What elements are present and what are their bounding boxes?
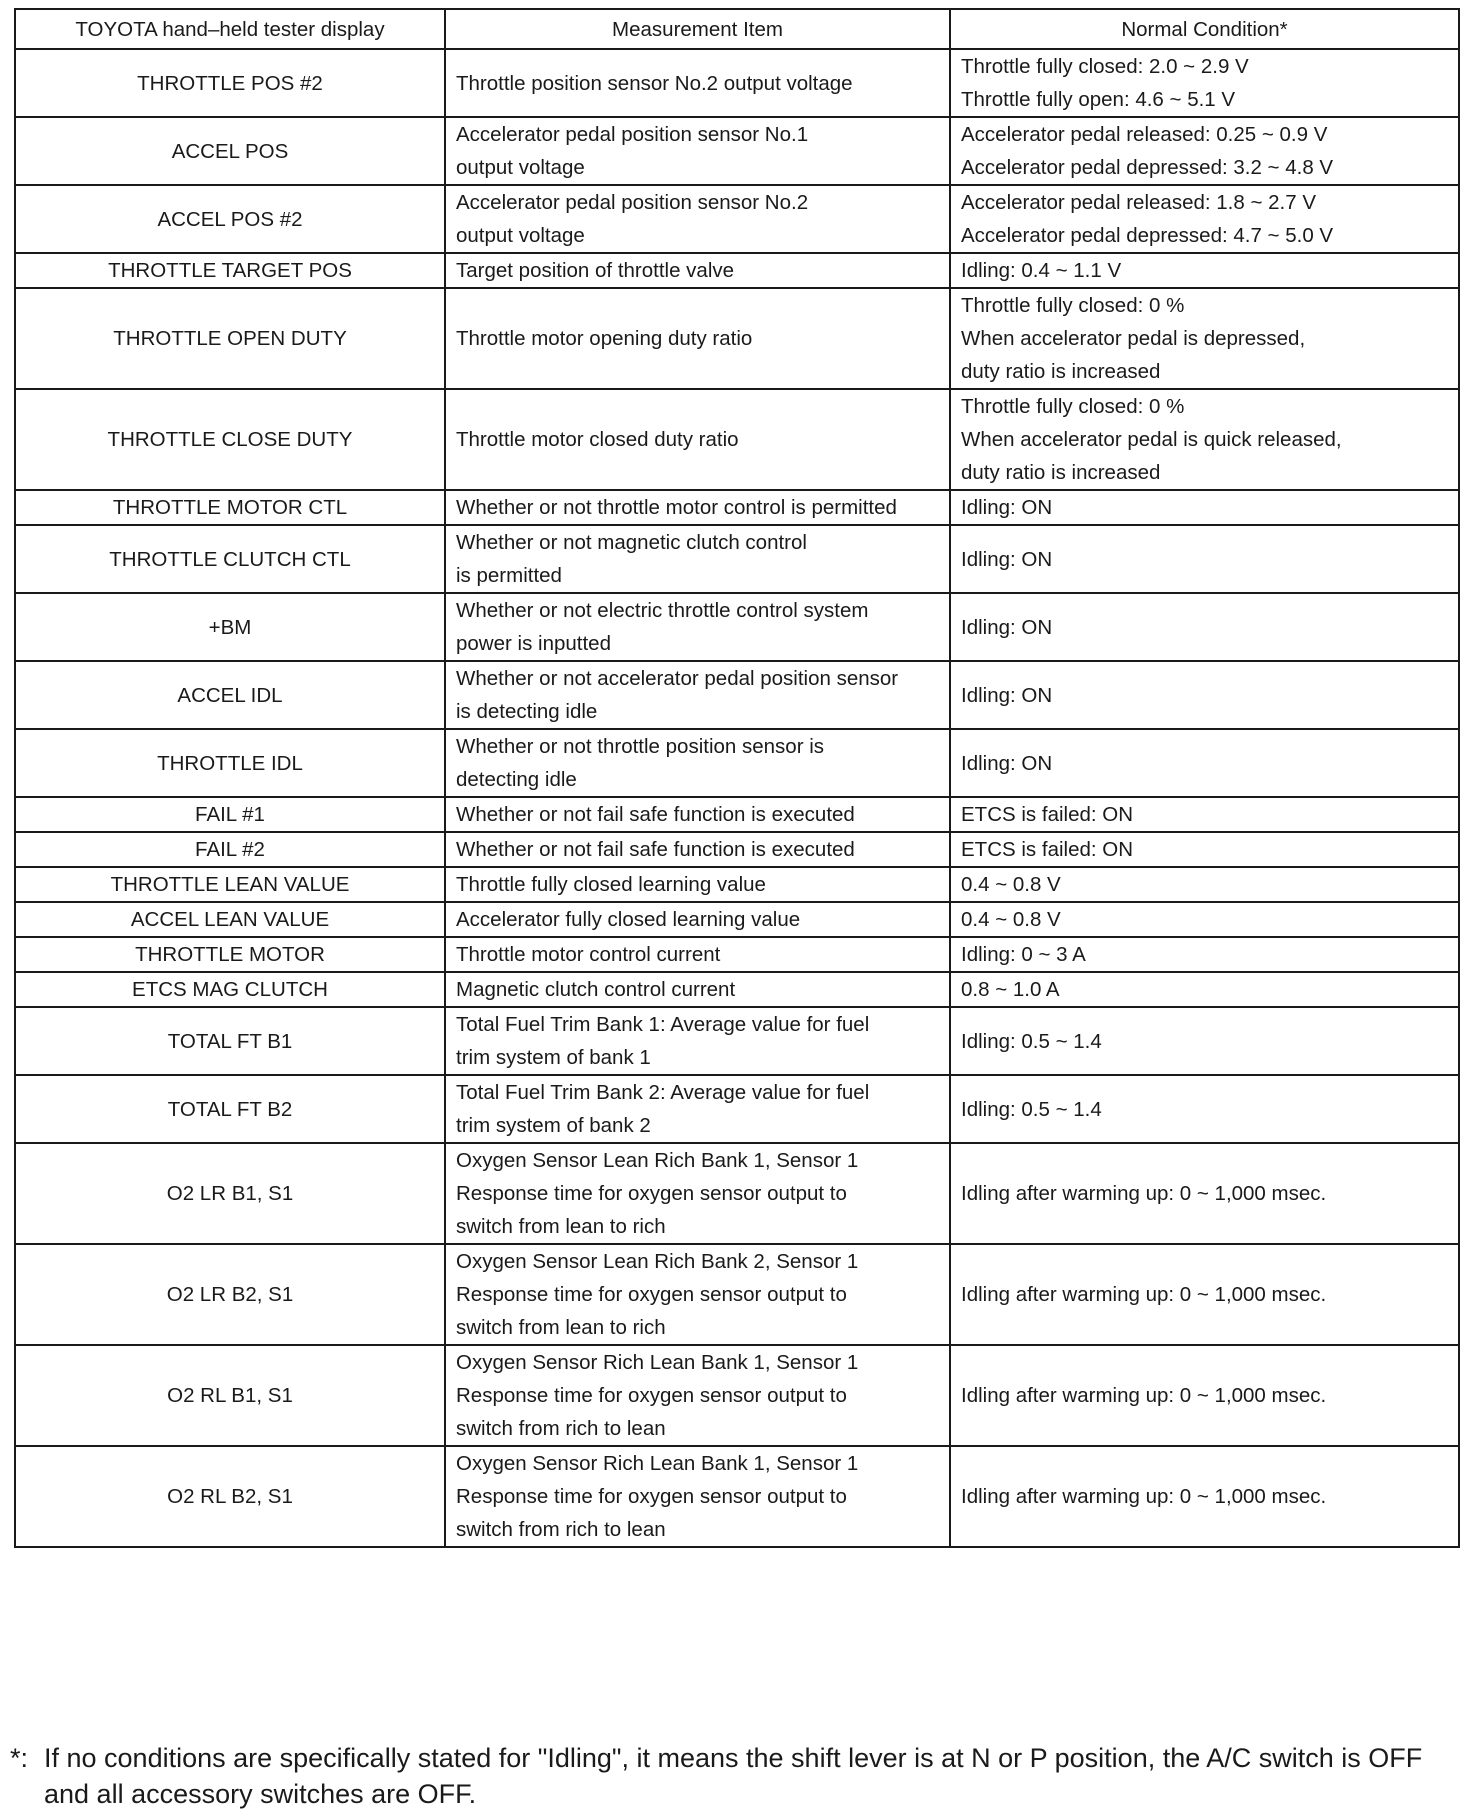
cell-measurement-item-line: switch from lean to rich — [456, 1215, 666, 1238]
cell-measurement-item-line: Whether or not magnetic clutch control — [456, 531, 807, 554]
cell-measurement-item — [445, 490, 950, 525]
cell-tester-display: FAIL #1 — [15, 797, 445, 832]
cell-normal-condition-line: Throttle fully open: 4.6 ~ 5.1 V — [961, 88, 1236, 111]
cell-measurement-item — [445, 1075, 950, 1143]
cell-tester-display: ACCEL LEAN VALUE — [15, 902, 445, 937]
cell-tester-display: THROTTLE TARGET POS — [15, 253, 445, 288]
cell-normal-condition — [950, 867, 1459, 902]
table-row — [15, 185, 1459, 253]
cell-tester-display: THROTTLE CLUTCH CTL — [15, 525, 445, 593]
cell-normal-condition-line: Accelerator pedal depressed: 4.7 ~ 5.0 V — [961, 224, 1334, 247]
cell-measurement-item-line: Accelerator pedal position sensor No.2 — [456, 191, 809, 214]
cell-measurement-item-line: Throttle fully closed learning value — [456, 873, 766, 896]
table-row — [15, 593, 1459, 661]
cell-normal-condition — [950, 389, 1459, 490]
cell-normal-condition-line: Idling after warming up: 0 ~ 1,000 msec. — [961, 1283, 1327, 1306]
cell-measurement-item — [445, 972, 950, 1007]
cell-tester-display: +BM — [15, 593, 445, 661]
cell-normal-condition-line: Accelerator pedal released: 1.8 ~ 2.7 V — [961, 191, 1316, 214]
table-row — [15, 288, 1459, 389]
cell-tester-display: THROTTLE OPEN DUTY — [15, 288, 445, 389]
cell-tester-display: ETCS MAG CLUTCH — [15, 972, 445, 1007]
cell-measurement-item — [445, 288, 950, 389]
cell-measurement-item-line: Oxygen Sensor Rich Lean Bank 1, Sensor 1 — [456, 1452, 859, 1475]
cell-measurement-item — [445, 729, 950, 797]
cell-normal-condition — [950, 729, 1459, 797]
header-measurement-item: Measurement Item — [445, 9, 950, 49]
cell-tester-display: O2 RL B2, S1 — [15, 1446, 445, 1547]
cell-normal-condition — [950, 490, 1459, 525]
cell-normal-condition-line: Throttle fully closed: 2.0 ~ 2.9 V — [961, 55, 1249, 78]
cell-tester-display: O2 RL B1, S1 — [15, 1345, 445, 1446]
table-row — [15, 937, 1459, 972]
cell-normal-condition — [950, 832, 1459, 867]
cell-normal-condition-line: 0.4 ~ 0.8 V — [961, 873, 1061, 896]
cell-measurement-item — [445, 832, 950, 867]
cell-measurement-item-line: Whether or not fail safe function is executed — [456, 803, 855, 826]
cell-measurement-item — [445, 1244, 950, 1345]
cell-measurement-item-line: Whether or not throttle position sensor is — [456, 735, 825, 758]
cell-tester-display: ACCEL IDL — [15, 661, 445, 729]
cell-normal-condition — [950, 1143, 1459, 1244]
cell-normal-condition-line: Idling after warming up: 0 ~ 1,000 msec. — [961, 1182, 1327, 1205]
cell-measurement-item — [445, 902, 950, 937]
cell-normal-condition-line: Idling: ON — [961, 615, 1053, 639]
table-body — [15, 49, 1459, 1547]
table-header-row — [15, 9, 1459, 49]
cell-normal-condition-line: Accelerator pedal released: 0.25 ~ 0.9 V — [961, 123, 1328, 146]
cell-measurement-item-line: Accelerator pedal position sensor No.1 — [456, 123, 809, 146]
cell-tester-display: THROTTLE POS #2 — [15, 49, 445, 117]
cell-measurement-item — [445, 593, 950, 661]
cell-measurement-item-line: Oxygen Sensor Lean Rich Bank 2, Sensor 1 — [456, 1250, 859, 1273]
table-row — [15, 1075, 1459, 1143]
cell-measurement-item-line: Whether or not fail safe function is executed — [456, 838, 855, 861]
cell-normal-condition — [950, 1244, 1459, 1345]
cell-tester-display: THROTTLE MOTOR — [15, 937, 445, 972]
table-row — [15, 867, 1459, 902]
cell-tester-display: THROTTLE CLOSE DUTY — [15, 389, 445, 490]
cell-tester-display: TOTAL FT B1 — [15, 1007, 445, 1075]
cell-normal-condition-line: Idling: ON — [961, 683, 1053, 707]
cell-measurement-item-line: Response time for oxygen sensor output to — [456, 1283, 847, 1306]
table-row — [15, 729, 1459, 797]
cell-measurement-item-line: Throttle motor closed duty ratio — [456, 428, 739, 451]
cell-normal-condition — [950, 49, 1459, 117]
cell-measurement-item-line: trim system of bank 2 — [456, 1114, 651, 1137]
cell-measurement-item-line: switch from lean to rich — [456, 1316, 666, 1339]
footnote — [10, 1740, 1470, 1812]
cell-measurement-item-line: power is inputted — [456, 632, 611, 655]
cell-normal-condition-line: duty ratio is increased — [961, 360, 1161, 383]
cell-tester-display: TOTAL FT B2 — [15, 1075, 445, 1143]
cell-tester-display: O2 LR B2, S1 — [15, 1244, 445, 1345]
cell-measurement-item-line: Accelerator fully closed learning value — [456, 908, 801, 931]
cell-normal-condition — [950, 1075, 1459, 1143]
cell-measurement-item-line: Throttle position sensor No.2 output voltage — [456, 71, 853, 95]
table-row — [15, 389, 1459, 490]
cell-measurement-item — [445, 1143, 950, 1244]
cell-measurement-item — [445, 525, 950, 593]
cell-measurement-item-line: Whether or not throttle motor control is permitted — [456, 496, 897, 519]
footnote-text: If no conditions are specifically stated for "Idling", it means the shift lever is at N or P position, the A/C switch is OFF and all accessory switches are OFF. — [44, 1743, 1423, 1809]
cell-normal-condition-line: Idling: 0 ~ 3 A — [961, 943, 1086, 966]
table-row — [15, 661, 1459, 729]
cell-tester-display: ACCEL POS — [15, 117, 445, 185]
cell-normal-condition — [950, 593, 1459, 661]
cell-measurement-item-line: Whether or not electric throttle control system — [456, 599, 869, 622]
cell-normal-condition — [950, 1345, 1459, 1446]
cell-measurement-item — [445, 185, 950, 253]
cell-measurement-item-line: output voltage — [456, 224, 585, 247]
cell-measurement-item-line: Oxygen Sensor Rich Lean Bank 1, Sensor 1 — [456, 1351, 859, 1374]
cell-normal-condition-line: Idling: ON — [961, 547, 1053, 571]
footnote-marker: *: — [10, 1743, 29, 1773]
table-row — [15, 797, 1459, 832]
cell-normal-condition-line: Idling after warming up: 0 ~ 1,000 msec. — [961, 1384, 1327, 1407]
table-row — [15, 525, 1459, 593]
cell-measurement-item — [445, 867, 950, 902]
table-row — [15, 972, 1459, 1007]
header-normal-condition: Normal Condition* — [950, 9, 1459, 49]
cell-measurement-item-line: Total Fuel Trim Bank 2: Average value for fuel — [456, 1081, 870, 1104]
cell-normal-condition-line: When accelerator pedal is depressed, — [961, 327, 1306, 350]
cell-normal-condition — [950, 288, 1459, 389]
table-row — [15, 1143, 1459, 1244]
cell-normal-condition-line: Accelerator pedal depressed: 3.2 ~ 4.8 V — [961, 156, 1334, 179]
cell-normal-condition-line: duty ratio is increased — [961, 461, 1161, 484]
cell-measurement-item-line: is detecting idle — [456, 700, 598, 723]
table-row — [15, 117, 1459, 185]
cell-measurement-item — [445, 389, 950, 490]
cell-normal-condition — [950, 117, 1459, 185]
cell-normal-condition-line: Throttle fully closed: 0 % — [961, 294, 1185, 317]
cell-normal-condition-line: Idling after warming up: 0 ~ 1,000 msec. — [961, 1485, 1327, 1508]
cell-normal-condition — [950, 525, 1459, 593]
data-list-sheet — [14, 8, 1458, 1548]
header-tester-display: TOYOTA hand–held tester display — [15, 9, 445, 49]
table-row — [15, 902, 1459, 937]
cell-measurement-item — [445, 661, 950, 729]
cell-measurement-item — [445, 1007, 950, 1075]
cell-tester-display: THROTTLE IDL — [15, 729, 445, 797]
cell-tester-display: ACCEL POS #2 — [15, 185, 445, 253]
cell-measurement-item-line: Throttle motor opening duty ratio — [456, 327, 753, 350]
table-row — [15, 490, 1459, 525]
cell-measurement-item-line: detecting idle — [456, 768, 577, 791]
cell-normal-condition — [950, 1007, 1459, 1075]
cell-measurement-item-line: Total Fuel Trim Bank 1: Average value for fuel — [456, 1013, 870, 1036]
cell-normal-condition — [950, 1446, 1459, 1547]
cell-tester-display: THROTTLE MOTOR CTL — [15, 490, 445, 525]
cell-normal-condition-line: Idling: 0.5 ~ 1.4 — [961, 1029, 1102, 1053]
table-row — [15, 49, 1459, 117]
cell-measurement-item-line: Throttle motor control current — [456, 943, 721, 966]
cell-measurement-item — [445, 253, 950, 288]
cell-measurement-item-line: Response time for oxygen sensor output to — [456, 1182, 847, 1205]
cell-normal-condition-line: Idling: ON — [961, 751, 1053, 775]
table-row — [15, 253, 1459, 288]
table-row — [15, 832, 1459, 867]
cell-normal-condition-line: Idling: ON — [961, 496, 1053, 519]
cell-normal-condition — [950, 937, 1459, 972]
cell-measurement-item — [445, 1446, 950, 1547]
cell-normal-condition-line: When accelerator pedal is quick released, — [961, 428, 1342, 451]
cell-measurement-item-line: Magnetic clutch control current — [456, 978, 736, 1001]
table-row — [15, 1244, 1459, 1345]
cell-tester-display: THROTTLE LEAN VALUE — [15, 867, 445, 902]
cell-measurement-item — [445, 937, 950, 972]
cell-measurement-item — [445, 1345, 950, 1446]
cell-measurement-item-line: switch from rich to lean — [456, 1417, 666, 1440]
cell-tester-display: FAIL #2 — [15, 832, 445, 867]
cell-measurement-item-line: Response time for oxygen sensor output to — [456, 1384, 847, 1407]
cell-normal-condition-line: 0.4 ~ 0.8 V — [961, 908, 1061, 931]
cell-normal-condition-line: Idling: 0.5 ~ 1.4 — [961, 1097, 1102, 1121]
table-row — [15, 1446, 1459, 1547]
cell-normal-condition — [950, 972, 1459, 1007]
cell-measurement-item-line: switch from rich to lean — [456, 1518, 666, 1541]
cell-normal-condition-line: ETCS is failed: ON — [961, 803, 1134, 826]
cell-normal-condition-line: ETCS is failed: ON — [961, 838, 1134, 861]
table-row — [15, 1007, 1459, 1075]
cell-measurement-item-line: trim system of bank 1 — [456, 1046, 651, 1069]
cell-normal-condition-line: 0.8 ~ 1.0 A — [961, 978, 1060, 1001]
cell-measurement-item-line: is permitted — [456, 564, 562, 587]
cell-tester-display: O2 LR B1, S1 — [15, 1143, 445, 1244]
cell-normal-condition — [950, 797, 1459, 832]
tester-data-table — [14, 8, 1460, 1548]
cell-measurement-item — [445, 117, 950, 185]
table-row — [15, 1345, 1459, 1446]
cell-normal-condition — [950, 185, 1459, 253]
cell-normal-condition — [950, 253, 1459, 288]
cell-measurement-item-line: Oxygen Sensor Lean Rich Bank 1, Sensor 1 — [456, 1149, 859, 1172]
cell-normal-condition — [950, 902, 1459, 937]
cell-measurement-item-line: output voltage — [456, 156, 585, 179]
cell-measurement-item-line: Target position of throttle valve — [456, 259, 735, 282]
cell-measurement-item-line: Whether or not accelerator pedal position sensor — [456, 667, 899, 690]
cell-normal-condition-line: Throttle fully closed: 0 % — [961, 395, 1185, 418]
cell-measurement-item — [445, 797, 950, 832]
cell-normal-condition-line: Idling: 0.4 ~ 1.1 V — [961, 259, 1122, 282]
cell-normal-condition — [950, 661, 1459, 729]
cell-measurement-item-line: Response time for oxygen sensor output to — [456, 1485, 847, 1508]
cell-measurement-item — [445, 49, 950, 117]
